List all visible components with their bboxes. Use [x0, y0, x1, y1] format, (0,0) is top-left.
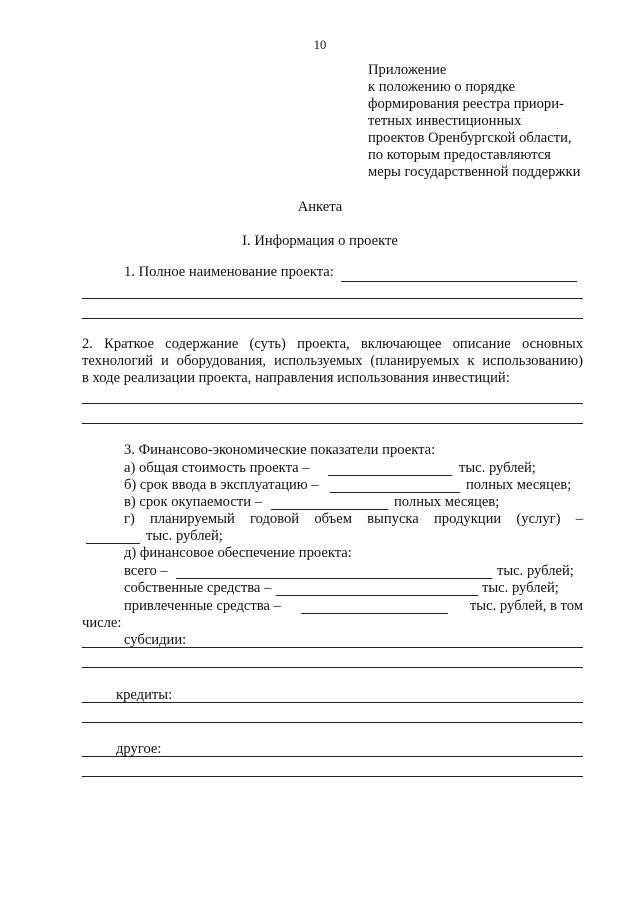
q3-g-unit: тыс. рублей; [146, 528, 223, 544]
q3-other-line[interactable] [82, 756, 583, 757]
q1-label: 1. Полное наименование проекта: [124, 264, 334, 280]
appendix-block [368, 62, 580, 181]
q3-other-label: другое: [116, 741, 162, 757]
appendix-line: по которым предоставляются [368, 147, 551, 163]
section-heading: I. Информация о проекте [242, 233, 398, 249]
q1-answer-line[interactable] [82, 318, 583, 319]
q3-subsidies-line[interactable] [82, 647, 583, 648]
q3-credits-label: кредиты: [116, 687, 173, 703]
q3-other-line[interactable] [82, 776, 583, 777]
q3-g-label: г) планируемый годовой объем выпуска продукции (услуг) – [124, 511, 583, 527]
q3-a-unit: тыс. рублей; [459, 460, 536, 476]
appendix-line: к положению о порядке [368, 79, 516, 95]
q3-own-label: собственные средства – [124, 580, 272, 596]
q3-c-input-line[interactable] [271, 509, 388, 510]
q3-attracted-input-line[interactable] [301, 613, 448, 614]
page-number: 10 [313, 38, 327, 52]
q3-b-unit: полных месяцев; [466, 477, 572, 493]
q2-text-line: технологий и оборудования, используемых (планируемых к использованию) [82, 353, 583, 369]
q3-total-label: всего – [124, 563, 168, 579]
q3-own-unit: тыс. рублей; [482, 580, 559, 596]
q1-answer-line[interactable] [82, 298, 583, 299]
q3-credits-line[interactable] [82, 722, 583, 723]
q3-heading: 3. Финансово-экономические показатели проекта: [124, 442, 436, 458]
q2-answer-line[interactable] [82, 423, 583, 424]
appendix-line: проектов Оренбургской области, [368, 130, 572, 146]
q3-own-input-line[interactable] [276, 595, 478, 596]
appendix-line: Приложение [368, 62, 447, 78]
q2-text-line: 2. Краткое содержание (суть) проекта, включающее описание основных [82, 336, 583, 352]
q3-credits-line[interactable] [82, 702, 583, 703]
q3-attracted-unit: тыс. рублей, в том [469, 598, 583, 614]
q3-d-label: д) финансовое обеспечение проекта: [124, 545, 352, 561]
q3-subsidies-label: субсидии: [124, 632, 187, 648]
q3-total-input-line[interactable] [176, 578, 492, 579]
q3-a-label: а) общая стоимость проекта – [124, 460, 310, 476]
q3-attracted-label: привлеченные средства – [124, 598, 281, 614]
q3-total-unit: тыс. рублей; [497, 563, 574, 579]
q3-attracted-cont: числе: [82, 615, 122, 631]
appendix-line: меры государственной поддержки [368, 164, 581, 180]
q3-b-input-line[interactable] [330, 492, 460, 493]
appendix-line: формирования реестра приори- [368, 96, 564, 112]
q1-answer-line[interactable] [341, 281, 577, 282]
q3-b-label: б) срок ввода в эксплуатацию – [124, 477, 319, 493]
appendix-line: тетных инвестиционных [368, 113, 522, 129]
q3-c-label: в) срок окупаемости – [124, 494, 262, 510]
q3-a-input-line[interactable] [328, 475, 452, 476]
q2-answer-line[interactable] [82, 403, 583, 404]
q2-text-line: в ходе реализации проекта, направления использования инвестиций: [82, 370, 510, 386]
q3-subsidies-line[interactable] [82, 667, 583, 668]
form-title: Анкета [297, 199, 343, 215]
q3-g-input-line[interactable] [86, 543, 140, 544]
q3-c-unit: полных месяцев; [394, 494, 500, 510]
